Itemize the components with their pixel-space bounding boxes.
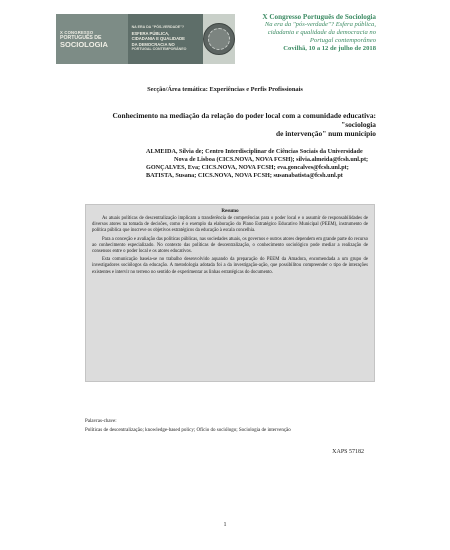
conference-place-date: Covilhã, 10 a 12 de julho de 2018 — [283, 45, 376, 52]
thematic-section: Secção/Área temática: Experiências e Perfis Profissionais — [147, 86, 303, 93]
abstract-box — [85, 204, 375, 382]
page-number: 1 — [223, 522, 227, 528]
banner-theme-block — [128, 14, 203, 64]
author-line1: ALMEIDA, Sílvia de; Centro Interdisciplinar de Ciências Sociais da Universidade — [146, 148, 363, 155]
conference-header — [216, 13, 376, 53]
author-block — [146, 148, 378, 180]
author-line4: BATISTA, Susana; CICS.NOVA, NOVA FCSH; susanabatista@fcsh.unl.pt — [146, 172, 343, 179]
abstract-paragraph-3: Esta comunicação baseia-se no trabalho desenvolvido aquando da preparação do PEEM da Amadora, encomendada a um grupo de investigadores sociólogos da educação. A metodologia adotada foi a da investigação-ação, que possibilitou compreender o tipo de interações existentes e intervir no terreno no sentido de experimentar as linhas estratégicas do documento. — [92, 257, 368, 275]
author-line3: GONÇALVES, Eva; CICS.NOVA, NOVA FCSH; eva.goncalves@fcsh.unl.pt; — [146, 164, 349, 171]
abstract-paragraph-1: As atuais políticas de descentralização implicam a transferência de competências para o poder local e o assumir de responsabilidades de diversos atores na tomada de decisões, como é o exemplo da elaboração do Plano Estratégico Educativo Municipal (PEEM), instrumento de política pública que inscreve os objetivos estratégicos da educação à escala concelhia. — [92, 216, 368, 234]
submission-code: XAPS 57182 — [332, 449, 364, 455]
keywords-text: Políticas de descentralização; knowledge-based policy; Ofício do sociólogo; Sociologia de intervenção — [85, 428, 291, 433]
banner-left-top: X CONGRESSO — [60, 29, 94, 35]
keywords-label: Palavras-chave: — [85, 419, 117, 424]
author-line2: Nova de Lisboa (CICS.NOVA, NOVA FCSH); silvia.almeida@fcsh.unl.pt; — [174, 156, 369, 163]
banner-mid-line5: PORTUGAL CONTEMPORÂNEO — [131, 47, 187, 52]
conference-subtitle-1: Na era da "pós-verdade"? Esfera pública, — [264, 21, 376, 28]
banner-mid-line1: NA ERA DA "PÓS-VERDADE"? — [131, 25, 185, 30]
banner-left-big: SOCIOLOGIA — [60, 39, 108, 49]
abstract-heading: Resumo — [221, 209, 239, 214]
banner-left-mid: PORTUGUÊS DE — [60, 34, 102, 41]
conference-name: X Congresso Português de Sociologia — [262, 13, 376, 21]
congress-banner — [56, 14, 235, 64]
banner-logo-block — [56, 14, 128, 64]
banner-mid-line2: ESFERA PÚBLICA, — [131, 30, 170, 36]
paper-title — [96, 111, 376, 138]
banner-mid-line3: CIDADANIA E QUALIDADE — [131, 36, 185, 42]
conference-subtitle-3: Portugal contemporâneo — [309, 37, 376, 44]
banner-mid-line4: DA DEMOCRACIA NO — [131, 41, 175, 47]
conference-subtitle-2: cidadania e qualidade da democracia no — [267, 29, 376, 36]
paper-title-line2: de intervenção" num município — [276, 129, 376, 138]
paper-title-line1: Conhecimento na mediação da relação do poder local com a comunidade educativa: "sociologia — [112, 111, 376, 129]
abstract-paragraph-2: Para a conceção e avaliação das políticas públicas, nas sociedades atuais, os governos e outros atores dependem em grande parte do recurso ao conhecimento especializado. No contexto das políticas de descentralização, o conhecimento sociológico pode mediar a realização de consensos entre o poder local e os atores educativos. — [92, 236, 368, 255]
